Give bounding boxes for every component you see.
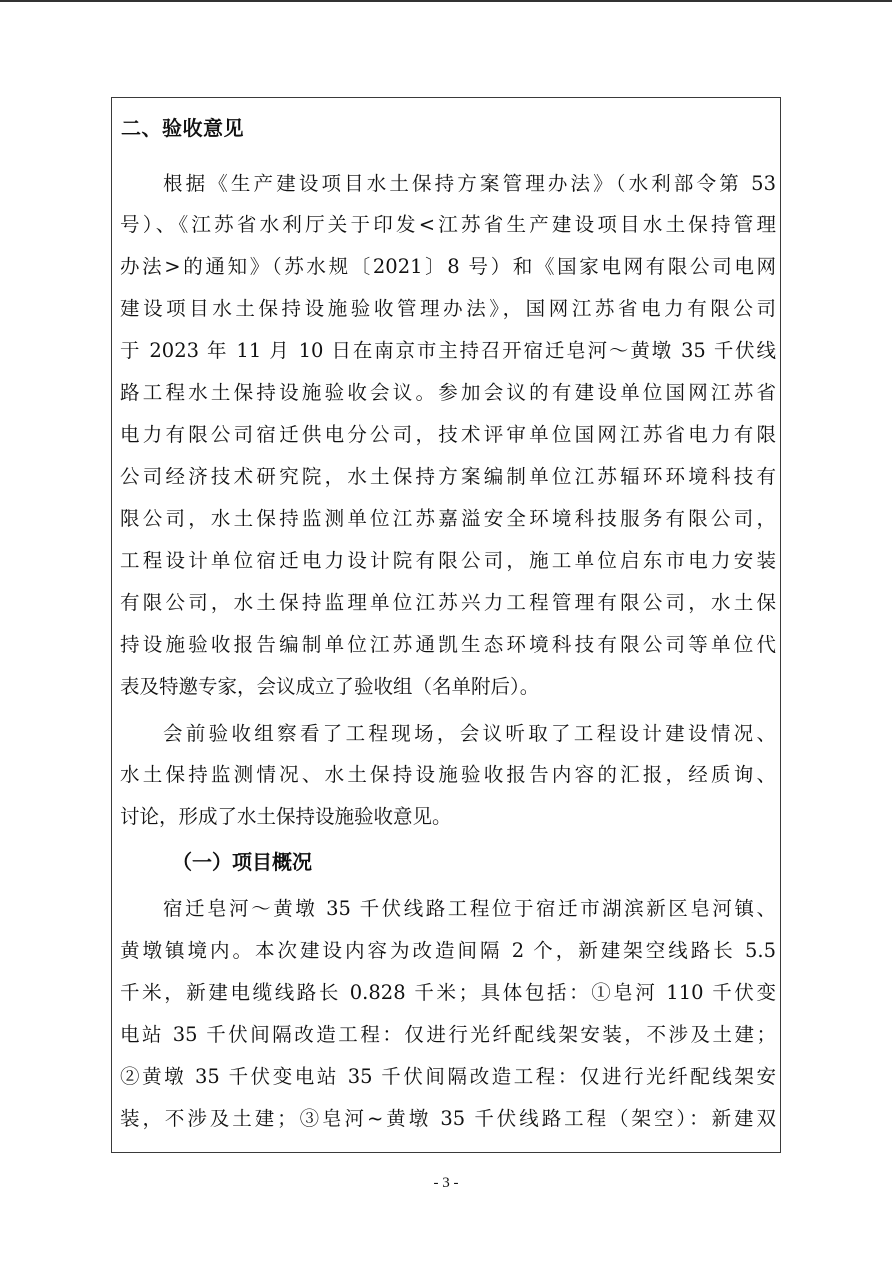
paragraph-line: 根据《生产建设项目水土保持方案管理办法》（水利部令第 53 (163, 172, 776, 195)
section-title: 二、验收意见 (121, 116, 244, 140)
paragraph-line: 于 2023 年 11 月 10 日在南京市主持召开宿迁皂河～黄墩 35 千伏线 (120, 339, 776, 362)
paragraph-line: 有限公司，水土保持监理单位江苏兴力工程管理有限公司，水土保 (120, 591, 776, 614)
paragraph-line: 黄墩镇境内。本次建设内容为改造间隔 2 个，新建架空线路长 5.5 (120, 939, 776, 962)
paragraph-line: 装，不涉及土建；③皂河~黄墩 35 千伏线路工程（架空）：新建双 (120, 1107, 776, 1130)
paragraph-line: 会前验收组察看了工程现场，会议听取了工程设计建设情况、 (163, 722, 776, 745)
paragraph-line: 办法>的通知》（苏水规〔2021〕8 号）和《国家电网有限公司电网 (120, 255, 776, 278)
paragraph-line: 建设项目水土保持设施验收管理办法》，国网江苏省电力有限公司 (120, 297, 776, 320)
paragraph-line: 持设施验收报告编制单位江苏通凯生态环境科技有限公司等单位代 (120, 633, 776, 656)
subsection-title: （一）项目概况 (172, 850, 312, 874)
page-number: - 3 - (433, 1175, 459, 1191)
paragraph-line: 工程设计单位宿迁电力设计院有限公司，施工单位启东市电力安装 (120, 549, 776, 572)
paragraph-line: 公司经济技术研究院，水土保持方案编制单位江苏辐环环境科技有 (120, 465, 776, 488)
paragraph-line: ②黄墩 35 千伏变电站 35 千伏间隔改造工程：仅进行光纤配线架安 (120, 1065, 776, 1088)
document-frame (111, 97, 781, 1153)
top-rule (0, 0, 892, 2)
paragraph-line: 讨论，形成了水土保持设施验收意见。 (120, 805, 452, 828)
paragraph-line: 路工程水土保持设施验收会议。参加会议的有建设单位国网江苏省 (120, 381, 776, 404)
paragraph-line: 千米，新建电缆线路长 0.828 千米；具体包括：①皂河 110 千伏变 (120, 981, 776, 1004)
paragraph-line: 水土保持监测情况、水土保持设施验收报告内容的汇报，经质询、 (120, 763, 776, 786)
paragraph-line: 号）、《江苏省水利厅关于印发<江苏省生产建设项目水土保持管理 (120, 213, 776, 236)
paragraph-line: 宿迁皂河～黄墩 35 千伏线路工程位于宿迁市湖滨新区皂河镇、 (163, 897, 776, 920)
paragraph-line: 电力有限公司宿迁供电分公司，技术评审单位国网江苏省电力有限 (120, 423, 776, 446)
paragraph-line: 电站 35 千伏间隔改造工程：仅进行光纤配线架安装，不涉及土建； (120, 1023, 776, 1046)
paragraph-line: 限公司，水土保持监测单位江苏嘉溢安全环境科技服务有限公司， (120, 507, 776, 530)
paragraph-line: 表及特邀专家，会议成立了验收组（名单附后）。 (120, 675, 540, 698)
